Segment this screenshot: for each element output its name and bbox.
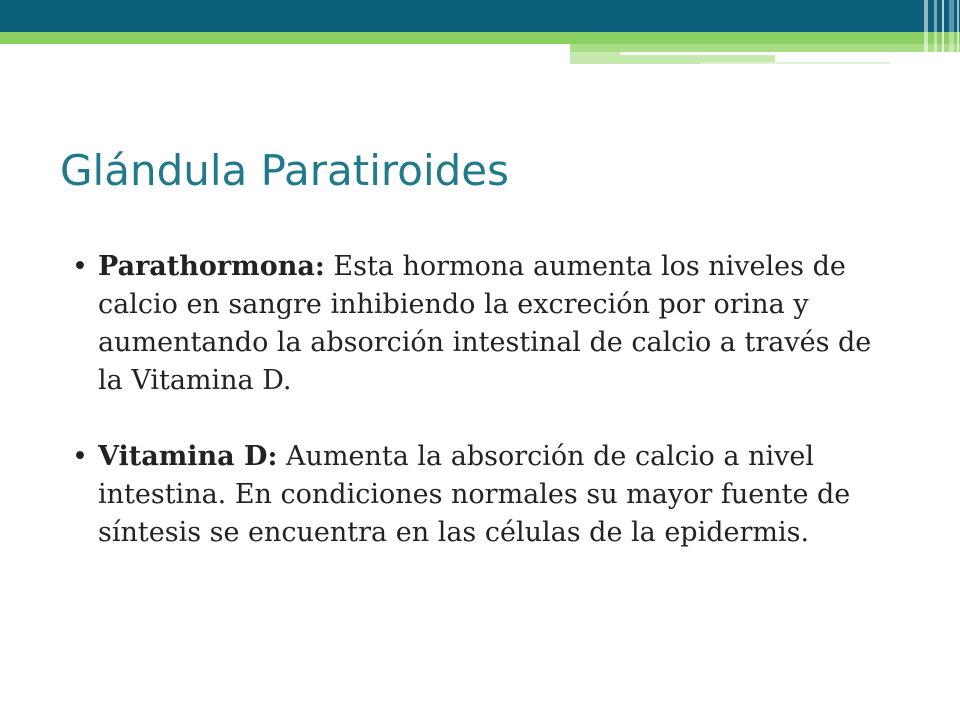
header-band-green xyxy=(0,32,960,44)
slide-title: Glándula Paratiroides xyxy=(60,146,510,195)
bullet-text: Esta hormona aumenta los niveles de calcio en sangre inhibiendo la excreción por orina y aumentando la absorción intestinal de calcio a través de la Vitamina D. xyxy=(98,251,872,396)
header-band-green-accent xyxy=(570,44,960,52)
bullet-term: Parathormona: xyxy=(98,251,325,282)
header-accent-line xyxy=(620,52,890,55)
bullet-item-vitamina-d xyxy=(72,438,902,552)
bullet-dot-icon: • xyxy=(72,251,88,282)
header-accent-line-2 xyxy=(700,62,890,64)
header-stripes xyxy=(924,0,960,64)
bullet-list xyxy=(72,248,902,552)
header-band-teal xyxy=(0,0,960,32)
bullet-dot-icon: • xyxy=(72,441,88,472)
bullet-text: Aumenta la absorción de calcio a nivel intestina. En condiciones normales su mayor fuente de síntesis se encuentra en las células de la epidermis. xyxy=(98,441,851,548)
bullet-item-parathormona xyxy=(72,248,902,400)
bullet-term: Vitamina D: xyxy=(98,441,278,472)
